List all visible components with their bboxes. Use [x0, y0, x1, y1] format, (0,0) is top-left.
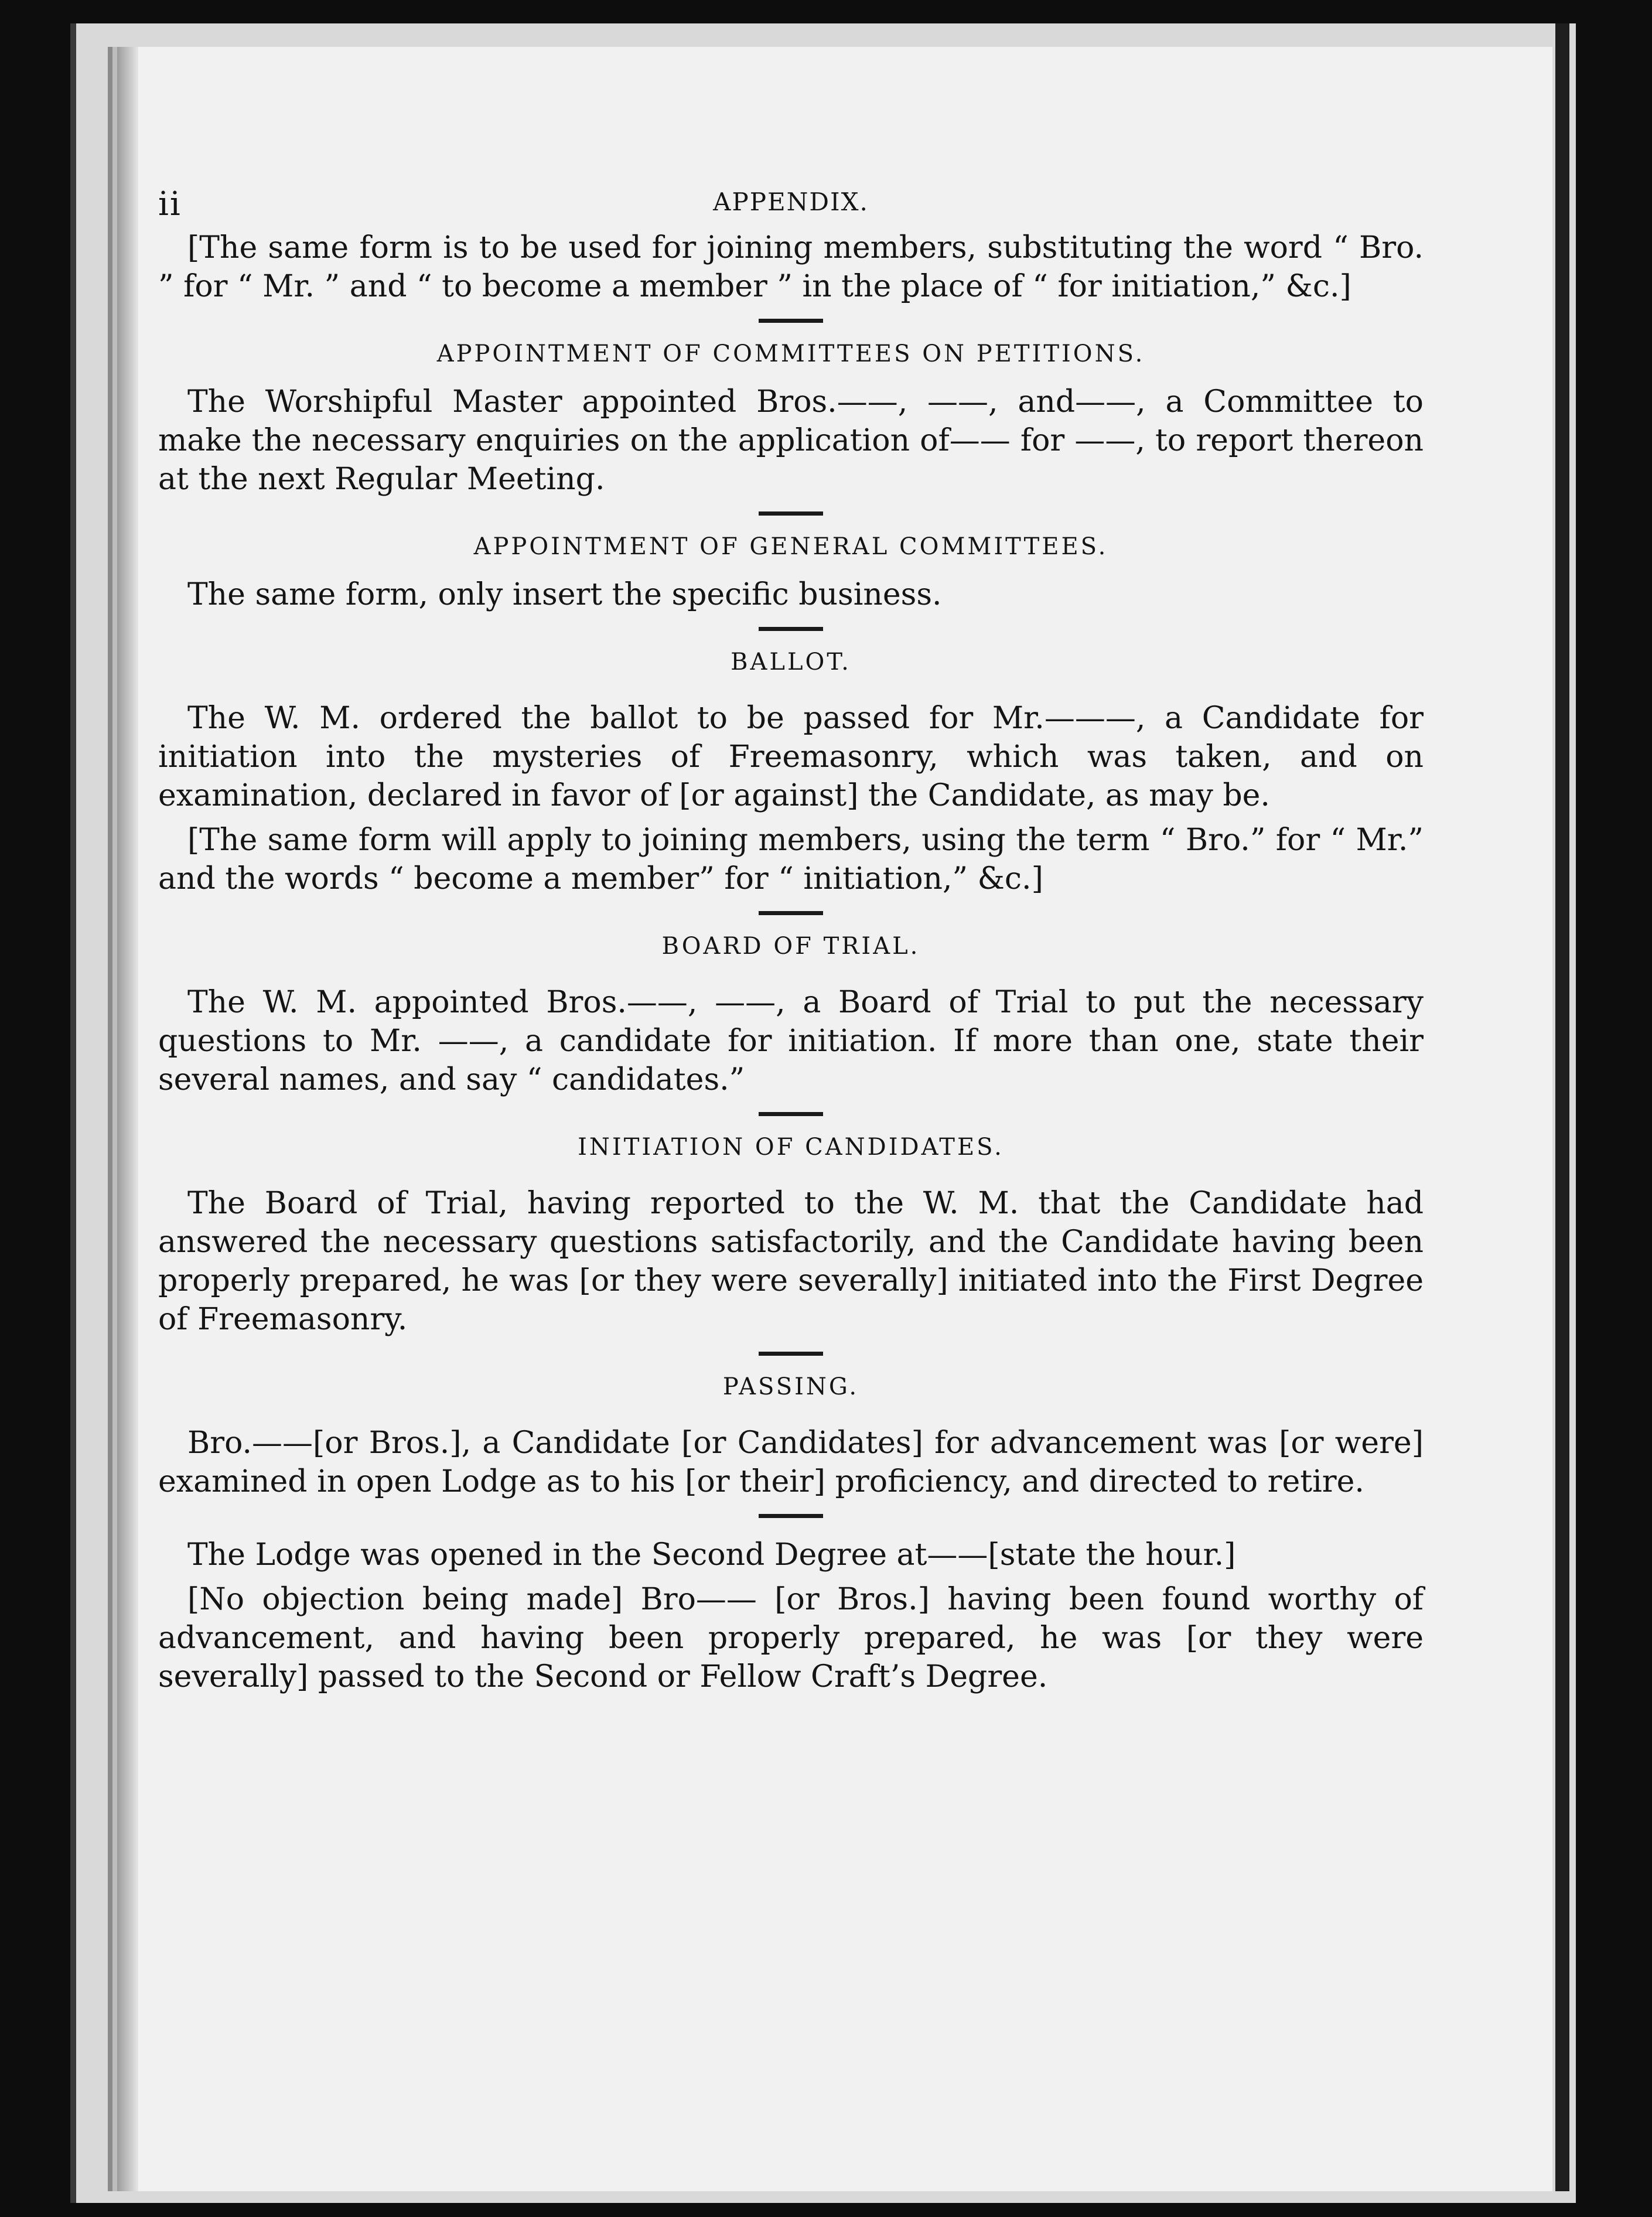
section-paragraph: The W. M. appointed Bros.——, ——, a Board of Trial to put the necessary questions to Mr. ——, a candidate for initiation. If more than one, state their several names, and say “ candidates.” [158, 985, 1424, 1097]
section-heading-ballot: BALLOT. [731, 649, 851, 676]
section-rule [759, 1514, 823, 1518]
section-rule [759, 911, 823, 915]
section-paragraph: Bro.——[or Bros.], a Candidate [or Candidates] for advancement was [or were] examined in open Lodge as to his [or their] proficiency, and directed to retire. [158, 1425, 1424, 1499]
section-rule [759, 1352, 823, 1356]
passing-paragraph: [No objection being made] Bro—— [or Bros.] having been found worthy of advancement, and having been properly prepared, he was [or they were severally] passed to the Second or Fellow Craft’s Degree. [158, 1582, 1424, 1694]
running-head: APPENDIX. [713, 187, 869, 216]
section-rule [759, 319, 823, 323]
page-number: ii [158, 185, 182, 223]
section-paragraph: The same form, only insert the specific business. [187, 577, 942, 612]
page-header [158, 182, 1424, 228]
section-heading-initiation: INITIATION OF CANDIDATES. [578, 1134, 1004, 1161]
next-page-edge [1555, 23, 1569, 2191]
section-paragraph: The W. M. ordered the ballot to be passed for Mr.———, a Candidate for initiation into the mysteries of Freemasonry, which was taken, and on examination, declared in favor of [or against] the Candidate, as may be. [158, 701, 1424, 813]
section-paragraph: [The same form will apply to joining members, using the term “ Bro.” for “ Mr.” and the words “ become a member” for “ initiation,” &c.] [158, 823, 1424, 896]
intro-note: [The same form is to be used for joining members, substituting the word “ Bro. ” for “ Mr. ” and “ to become a member ” in the place of “ for initiation,” &c.] [158, 230, 1424, 304]
section-paragraph: The Board of Trial, having reported to the W. M. that the Candidate had answered the necessary questions satisfactorily, and the Candidate having been properly prepared, he was [or they were severally] initiated into the First Degree of Freemasonry. [158, 1186, 1424, 1337]
page-content [158, 182, 1424, 1702]
gutter-shadow [117, 47, 138, 2191]
passing-paragraph: The Lodge was opened in the Second Degree at——[state the hour.] [187, 1537, 1236, 1573]
section-heading-board-of-trial: BOARD OF TRIAL. [661, 933, 920, 960]
section-heading-general-committees: APPOINTMENT OF GENERAL COMMITTEES. [473, 533, 1108, 560]
section-heading-passing: PASSING. [722, 1373, 859, 1400]
section-paragraph: The Worshipful Master appointed Bros.——, ——, and——, a Committee to make the necessary enquiries on the application of—— for ——, to report thereon at the next Regular Meeting. [158, 384, 1424, 497]
section-rule [759, 627, 823, 631]
section-rule [759, 511, 823, 516]
section-rule [759, 1112, 823, 1116]
section-heading-committees-petitions: APPOINTMENT OF COMMITTEES ON PETITIONS. [436, 340, 1145, 367]
